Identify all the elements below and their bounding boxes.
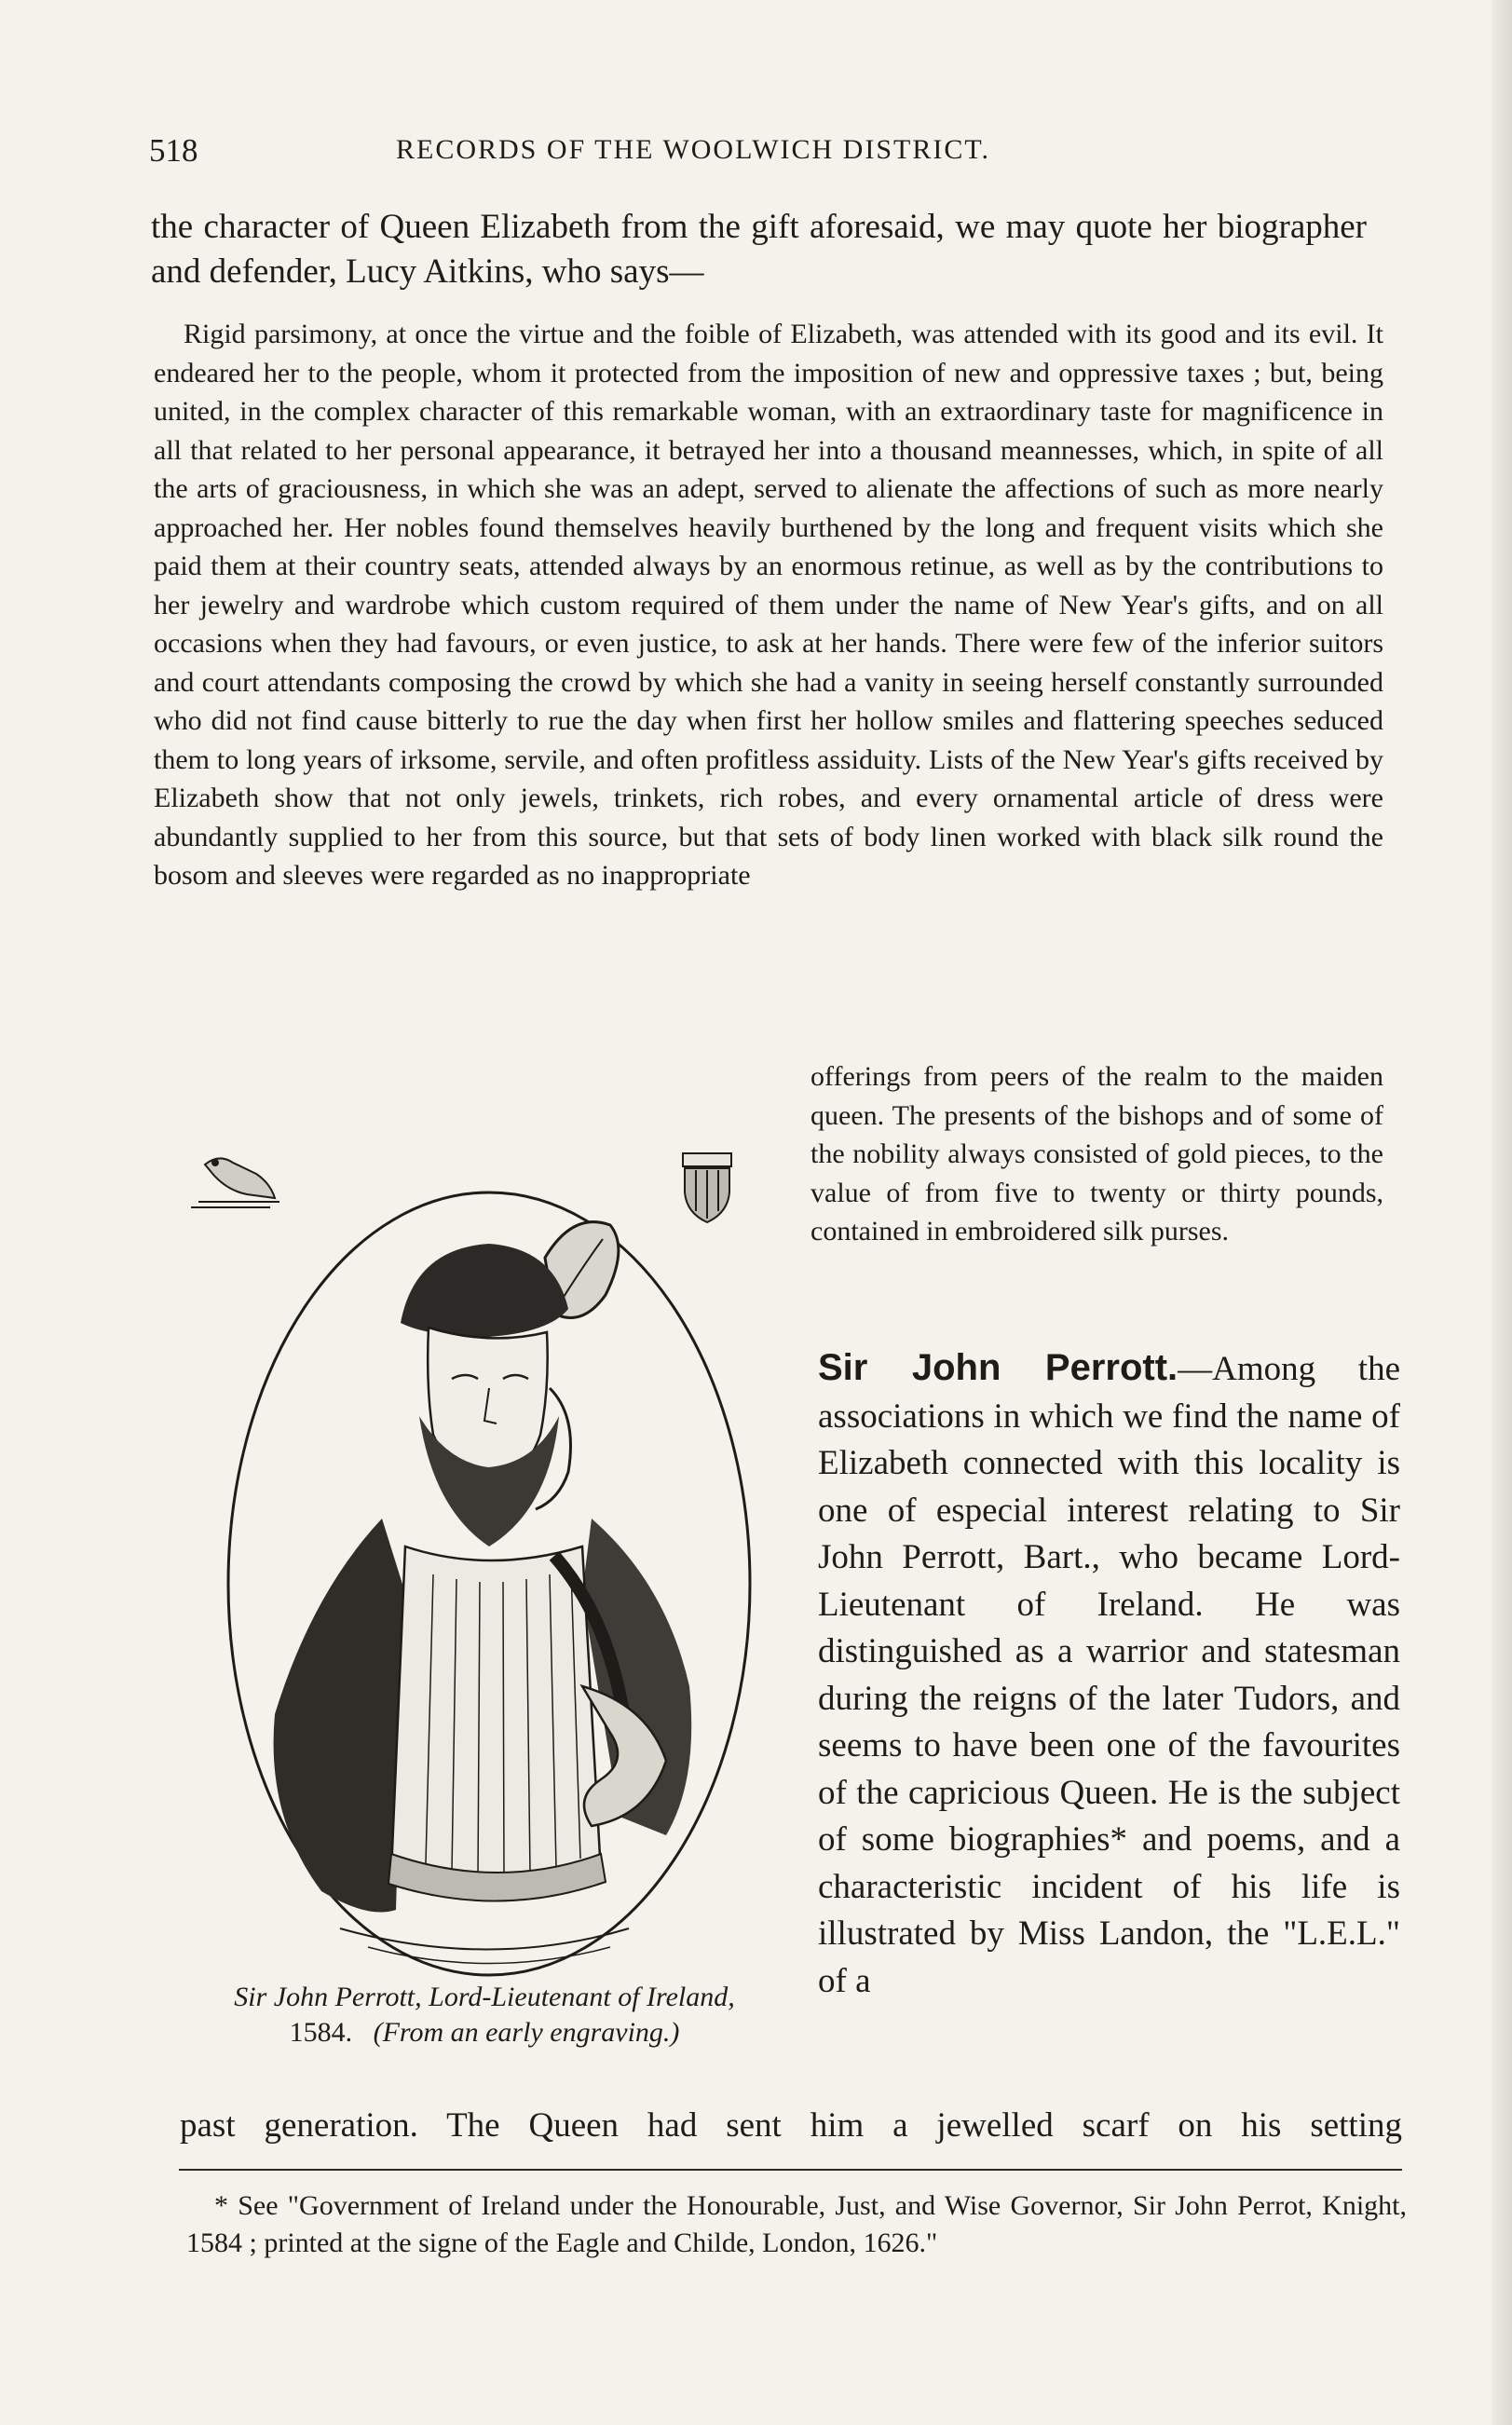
caption-title: Sir John Perrott, Lord-Lieutenant of Ireland,	[234, 1982, 735, 2012]
portrait-engraving	[182, 1109, 778, 2003]
portrait-illustration	[182, 1109, 778, 2003]
caption-year: 1584.	[289, 2017, 353, 2048]
section-body: —Among the associations in which we find the name of Elizabeth connected with this locality is one of especial interest relating to Sir John Perrott, Bart., who became Lord-Lieutenant of Ireland. He was distinguished as a warrior and statesman during the reigns of the later Tudors, and seems to have been one of the favourites of the capricious Queen. He is the subject of some biographies* and poems, and a characteristic incident of his life is illustrated by Miss Landon, the "L.E.L." of a	[818, 1350, 1400, 2000]
footnote-rule	[179, 2169, 1402, 2171]
quoted-passage: Rigid parsimony, at once the virtue and the foible of Elizabeth, was attended with its good and its evil. It endeared her to the people, whom it protected from the imposition of new and oppressive taxes ; but, being united, in the complex character of this remarkable woman, with an extraordinary taste for magnificence in all that related to her personal appearance, it betrayed her into a thousand meannesses, which, in spite of all the arts of graciousness, in which she was an adept, served to alienate the affections of such as more nearly approached her. Her nobles found themselves heavily burthened by the long and frequent visits which she paid them at their country seats, attended always by an enormous retinue, as well as by the contributions to her jewelry and wardrobe which custom required of them under the name of New Year's gifts, and on all occasions when they had favours, or even justice, to ask at her hands. There were few of the inferior suitors and court attendants composing the crowd by which she had a vanity in seeing herself constantly surrounded who did not find cause bitterly to rue the day when first her hollow smiles and flattering speeches seduced them to long years of irksome, servile, and often profitless assiduity. Lists of the New Year's gifts received by Elizabeth show that not only jewels, trinkets, rich robes, and every ornamental article of dress were abundantly supplied to her from this source, but that sets of body linen worked with black silk round the bosom and sleeves were regarded as no inappropriate	[154, 319, 1383, 891]
section-sir-john-perrott	[818, 1344, 1400, 2005]
running-title: RECORDS OF THE WOOLWICH DISTRICT.	[396, 134, 990, 165]
heraldic-shield-icon	[683, 1153, 731, 1222]
page-number: 518	[149, 132, 198, 169]
lead-paragraph: the character of Queen Elizabeth from the gift aforesaid, we may quote her biographer and defender, Lucy Aitkins, who says—	[151, 208, 1367, 291]
bird-crest-icon	[191, 1158, 279, 1207]
footnote: * See "Government of Ireland under the Honourable, Just, and Wise Governor, Sir John Perrot, Knight, 1584 ; printed at the signe of the Eagle and Childe, London, 1626."	[186, 2190, 1407, 2258]
figure-caption	[168, 1980, 801, 2050]
running-head	[149, 132, 1402, 175]
caption-note: (From an early engraving.)	[373, 2017, 680, 2048]
section-continuation: past generation. The Queen had sent him a jewelled scarf on his setting	[180, 2106, 1402, 2145]
section-heading: Sir John Perrott.	[818, 1347, 1178, 1388]
caption-source	[168, 2015, 801, 2050]
quoted-passage-continuation: offerings from peers of the realm to the maiden queen. The presents of the bishops and of some of the nobility always consisted of gold pieces, to the value of from five to twenty or thirty pounds, contained in embroidered silk purses.	[810, 1061, 1383, 1247]
